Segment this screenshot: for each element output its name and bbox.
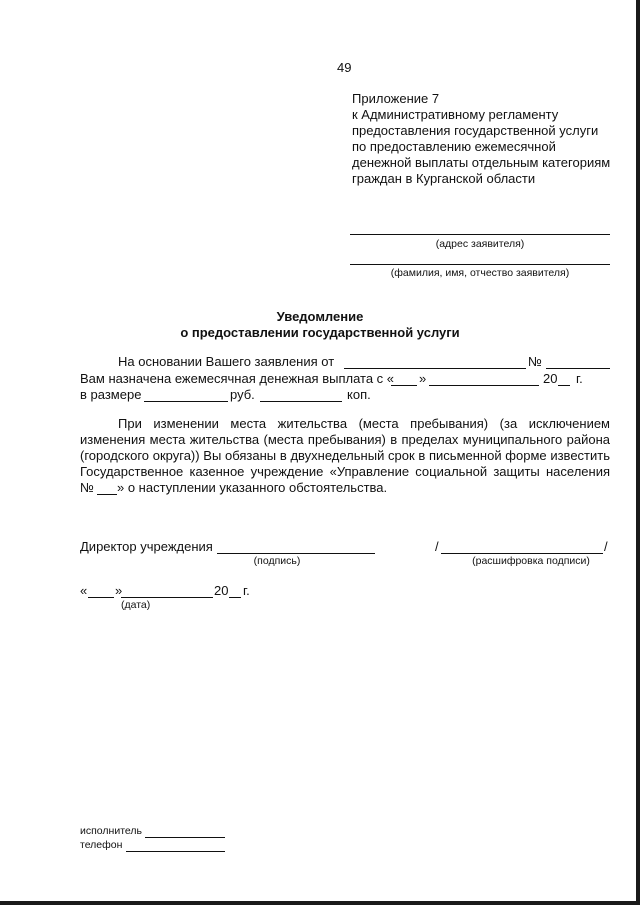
slash-left: / (435, 539, 439, 554)
institution-number-sign: № (80, 480, 94, 495)
obligation-paragraph-end: » о наступлении указанного обстоятельства. (117, 480, 388, 495)
address-caption: (адрес заявителя) (435, 238, 525, 250)
year-prefix: 20 (543, 371, 558, 386)
appendix-line: граждан в Курганской области (352, 171, 536, 186)
number-sign: № (528, 354, 542, 369)
date-month-field[interactable] (121, 597, 213, 598)
amount-kop-field[interactable] (260, 401, 342, 402)
application-date-field[interactable] (344, 368, 526, 369)
date-quote-close: » (115, 583, 123, 598)
date-year-prefix: 20 (214, 583, 229, 598)
date-caption: (дата) (121, 599, 151, 611)
phone-label: телефон (80, 839, 123, 851)
signature-decode-field[interactable] (441, 553, 603, 554)
signature-field[interactable] (217, 553, 375, 554)
slash-right: / (604, 539, 608, 554)
applicant-name-line[interactable] (350, 264, 610, 265)
basis-text: На основании Вашего заявления от (118, 354, 335, 369)
address-line[interactable] (350, 234, 610, 235)
document-title: Уведомление (276, 309, 364, 324)
page-number: 49 (337, 60, 352, 75)
obligation-paragraph-line: Государственное казенное учреждение «Управление социальной защиты населения (80, 464, 610, 479)
date-day-field[interactable] (88, 597, 114, 598)
amount-rub-field[interactable] (144, 401, 228, 402)
start-month-field[interactable] (429, 385, 539, 386)
institution-number-field[interactable] (97, 494, 117, 495)
appendix-line: по предоставлению ежемесячной (352, 139, 556, 154)
kop-label: коп. (347, 387, 371, 402)
amount-label: в размере (80, 387, 142, 402)
start-day-field[interactable] (391, 385, 417, 386)
quote-close: » (419, 371, 427, 386)
executor-label: исполнитель (80, 825, 142, 837)
appendix-line: предоставления государственной услуги (352, 123, 599, 138)
document-subtitle: о предоставлении государственной услуги (180, 325, 460, 340)
payment-start-text: Вам назначена ежемесячная денежная выплата с « (80, 371, 395, 386)
start-year-field[interactable] (558, 385, 570, 386)
phone-field[interactable] (126, 851, 225, 852)
signature-caption: (подпись) (253, 555, 301, 567)
decode-caption: (расшифровка подписи) (472, 555, 590, 567)
executor-field[interactable] (145, 837, 225, 838)
applicant-name-caption: (фамилия, имя, отчество заявителя) (390, 267, 570, 279)
date-year-suffix: г. (243, 583, 250, 598)
year-suffix: г. (576, 371, 583, 386)
appendix-line: к Административному регламенту (352, 107, 559, 122)
obligation-paragraph-line: При изменении места жительства (места пребывания) (за исключением (118, 416, 610, 431)
director-label: Директор учреждения (80, 539, 213, 554)
appendix-line: денежной выплаты отдельным категориям (352, 155, 611, 170)
appendix-line: Приложение 7 (352, 91, 440, 106)
obligation-paragraph-line: (городского округа)) Вы обязаны в двухнедельный срок в письменной форме известить (80, 448, 610, 463)
obligation-paragraph-line: изменения места жительства (места пребывания) в пределах муниципального района (80, 432, 610, 447)
date-quote-open: « (80, 583, 88, 598)
application-number-field[interactable] (546, 368, 610, 369)
date-year-field[interactable] (229, 597, 241, 598)
rub-label: руб. (230, 387, 255, 402)
